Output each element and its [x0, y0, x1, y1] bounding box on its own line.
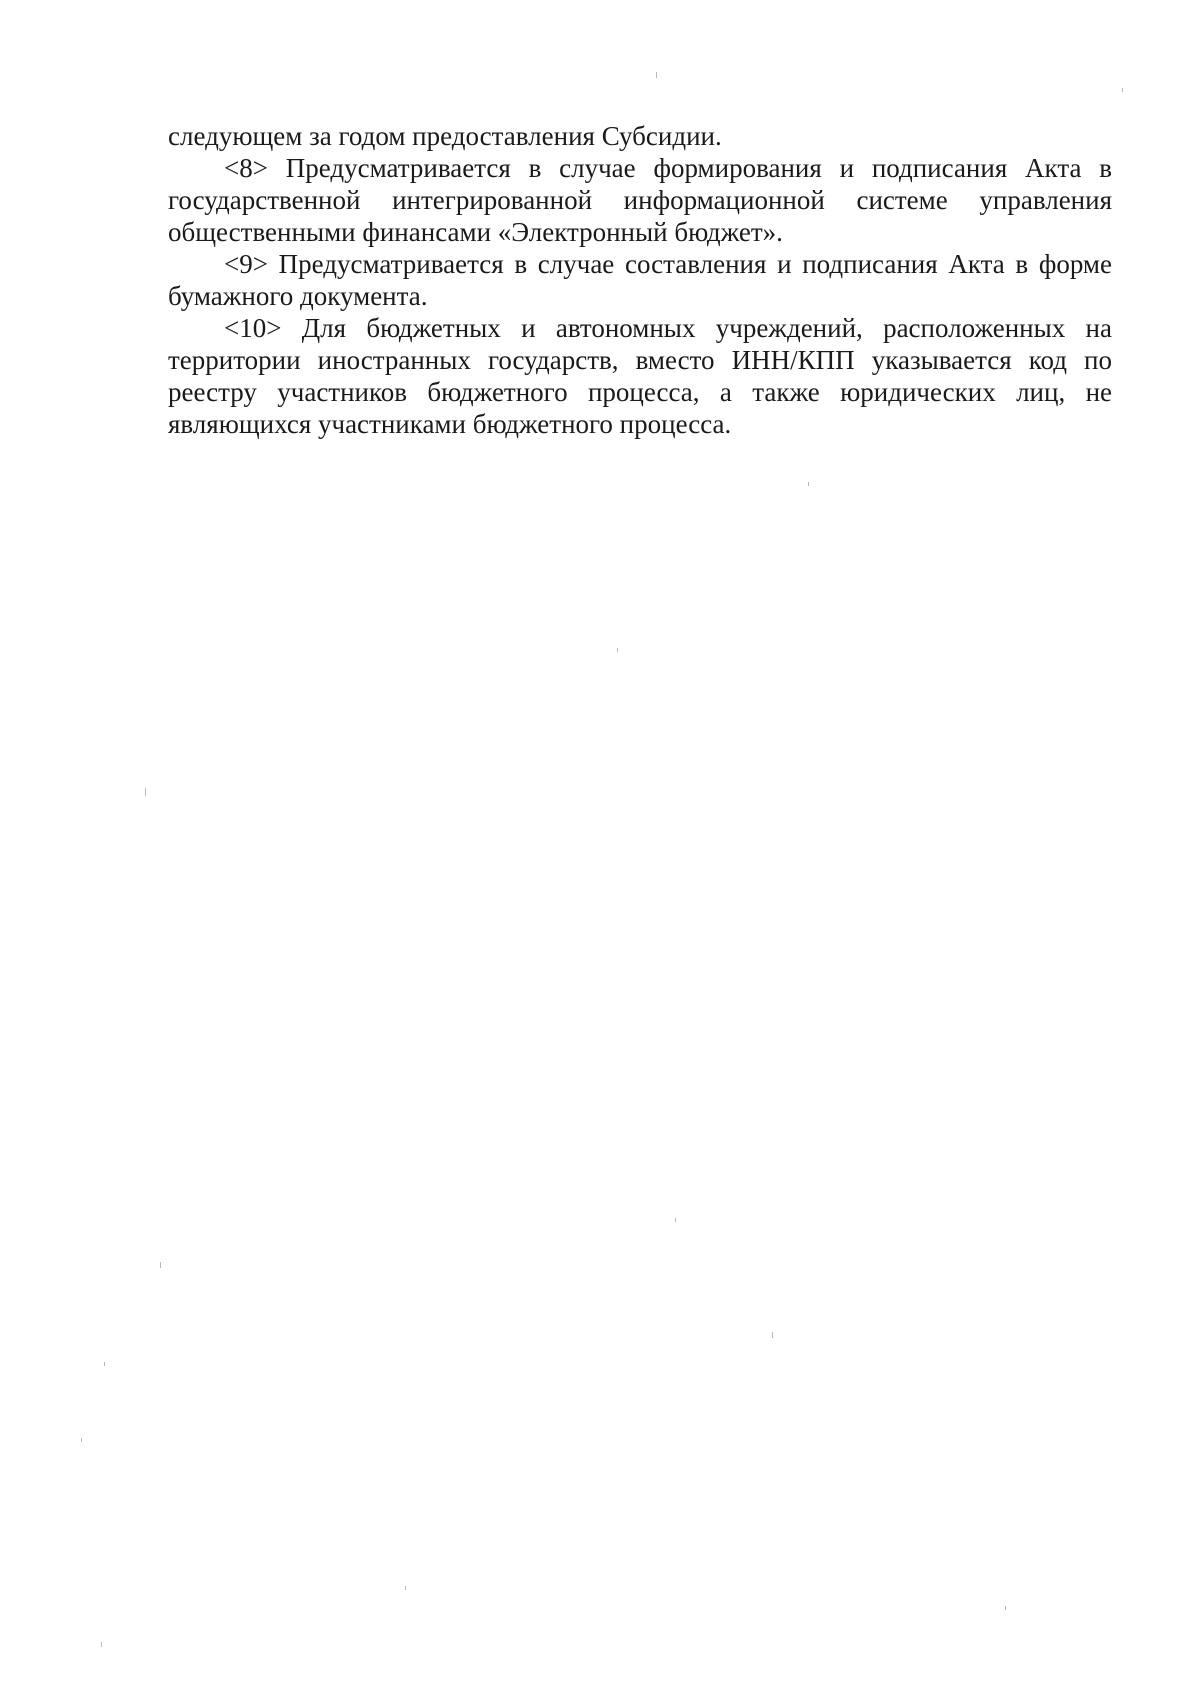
footnote-8: <8> Предусматривается в случае формирования и подписания Акта в государственной интегрированной информационной системе управления общественными финансами «Электронный бюджет».: [168, 153, 1112, 247]
scan-speck: [675, 1218, 676, 1222]
scan-speck: [617, 648, 618, 652]
scan-speck: [81, 1438, 82, 1442]
scan-speck: [808, 482, 809, 486]
scan-speck: [101, 1642, 102, 1647]
scan-speck: [1005, 1606, 1006, 1610]
scan-speck: [160, 1262, 161, 1268]
scan-speck: [405, 1586, 406, 1590]
scan-speck: [104, 1362, 105, 1366]
footnotes-text-block: [168, 120, 1112, 440]
footnote-9: <9> Предусматривается в случае составления и подписания Акта в форме бумажного документа.: [168, 249, 1112, 311]
scan-speck: [772, 1332, 773, 1338]
scan-speck: [145, 788, 146, 796]
scan-speck: [656, 72, 657, 78]
scan-speck: [1122, 88, 1123, 92]
paragraph-continuation: следующем за годом предоставления Субсидии.: [168, 121, 722, 151]
footnote-10: <10> Для бюджетных и автономных учреждений, расположенных на территории иностранных государств, вместо ИНН/КПП указывается код по реестру участников бюджетного процесса, а также юридических лиц, не являющихся участниками бюджетного процесса.: [168, 313, 1112, 439]
